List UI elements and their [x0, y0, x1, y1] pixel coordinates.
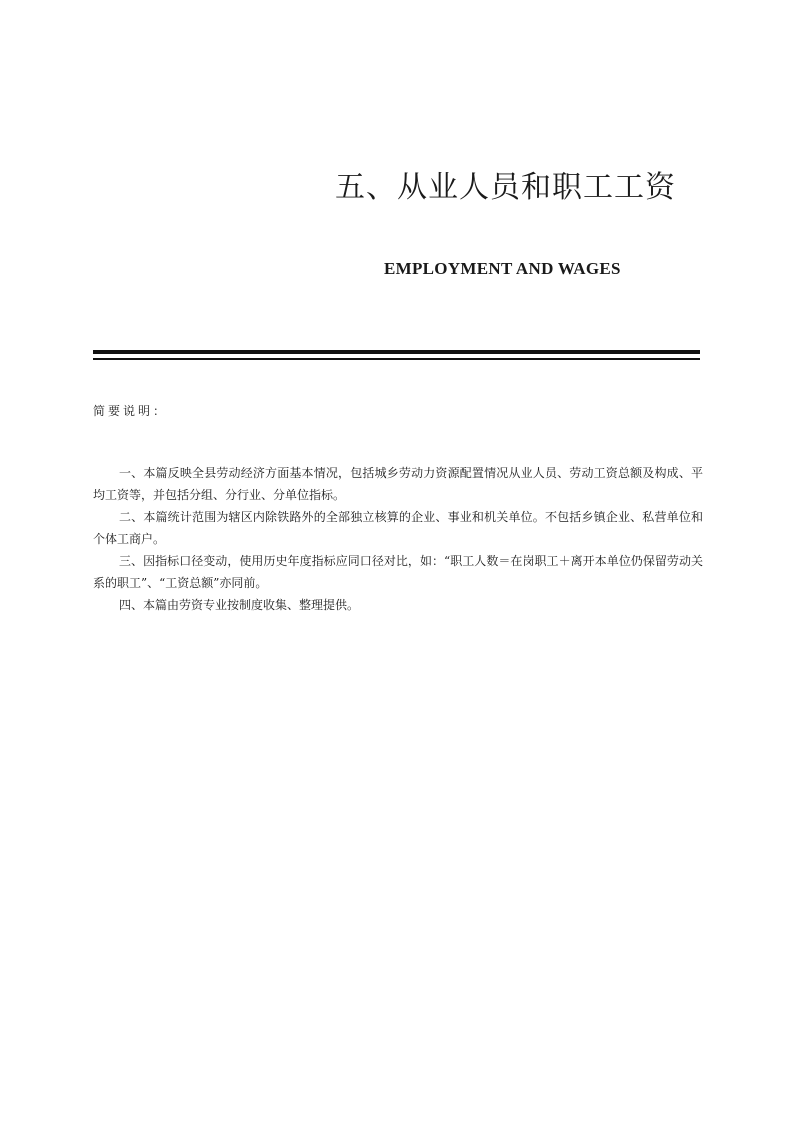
note-paragraph: 一、本篇反映全县劳动经济方面基本情况，包括城乡劳动力资源配置情况从业人员、劳动工资总额及构成、平均工资等，并包括分组、分行业、分单位指标。: [93, 466, 703, 502]
chapter-subtitle: EMPLOYMENT AND WAGES: [384, 259, 621, 278]
notes-body: [93, 462, 703, 616]
chapter-title: 五、从业人员和职工工资: [335, 170, 676, 205]
divider-thin: [93, 358, 700, 360]
note-paragraph: 四、本篇由劳资专业按制度收集、整理提供。: [119, 598, 360, 612]
note-paragraph: 二、本篇统计范围为辖区内除铁路外的全部独立核算的企业、事业和机关单位。不包括乡镇企业、私营单位和个体工商户。: [93, 510, 703, 546]
section-heading: 简要说明：: [93, 404, 169, 418]
divider-thick: [93, 350, 700, 354]
note-paragraph: 三、因指标口径变动，使用历史年度指标应同口径对比，如：“职工人数＝在岗职工＋离开本单位仍保留劳动关系的职工”、“工资总额”亦同前。: [93, 554, 703, 590]
